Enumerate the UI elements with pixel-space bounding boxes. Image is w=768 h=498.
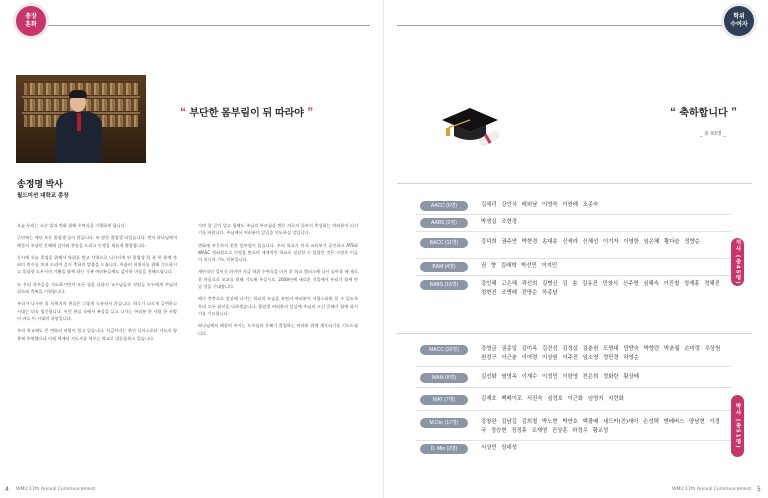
- left-page-footer: WMU 17th Annual Commencement: [16, 487, 96, 492]
- paragraph: 오늘 우리는 소중 업과 변화 위해 수여식을 거행하게 됩니다.: [17, 223, 127, 228]
- degree-label: D. Min (2명): [420, 444, 468, 454]
- group-row: [420, 345, 721, 363]
- group-row: [420, 238, 721, 248]
- list-mid-rule: [397, 333, 752, 334]
- president-name: 송정명 박사: [17, 179, 63, 189]
- paragraph: 우리가 나가야 할 사역지의 현실은 그렇게 녹록하지 않습니다. 하루가 다르게 급변하고 시대는 더욱 엄중합니다. 이런 현실 속에서 복음을 들고 나가는 여러분 한 사람 한 사람이 바로 이 시대의 희망입니다.: [17, 301, 177, 321]
- president-role: 월드미션 대학교 총장: [17, 193, 69, 199]
- graduate-names: 강덕희 권주연 박현경 송대송 신세라 신혜선 이기자 이영한 임은혜 황다슬 정향순: [481, 239, 700, 245]
- message-column-2: [198, 222, 358, 342]
- degree-label: BACC (11명): [420, 238, 468, 248]
- degree-label: MAT (7명): [420, 395, 468, 405]
- row-divider: [416, 410, 731, 411]
- person-tie: [77, 113, 81, 131]
- right-section-badge-label: 학위 수여자: [730, 13, 748, 28]
- group-row: [420, 373, 721, 383]
- degree-label: MACC (20명): [420, 345, 468, 355]
- left-header-rule: [16, 25, 370, 26]
- paragraph: 근년에는 매년 모든 졸업생 들이 많습니다. 또 많은 졸업생 되었습니다. 먼저 하나님께서 베풀어 주셨던 은혜에 감사와 찬양을 드리고 인생을 새롭게 출발합니다.: [17, 235, 177, 248]
- graduate-names: 박생실 조현경: [481, 219, 517, 225]
- graduate-names: 서상민 장대성: [481, 445, 517, 451]
- doctor-degree-tab-label: 박사 (총51명): [734, 403, 741, 449]
- paragraph: 동시에 오늘 졸업을 위해서 학위를 받고 사역으로 나가시게 된 졸업생 한 분 한 분께 축하의 박수를 보내 드리며 깊이 축하의 말씀을 드립니다. 아울러 학위자를 위해 기도하시고 물심양 도우시며 기쁨을 함께 하신 가족 여러분들께도 감사한 마음을 전해드립니다.: [17, 254, 177, 275]
- master-degree-tab: [731, 238, 744, 286]
- row-divider: [416, 214, 731, 215]
- right-quote-title: “ 축하합니다 ”: [670, 105, 737, 119]
- paragraph: 배가 층층으로 성장해 나가는 학교의 모습을 보면서 여러분이 자랑스러워 할 수 있도록 우리 모두 최선을 다하겠습니다. 졸업생 여러분의 앞날에 주님의 크신 은혜가 함께 하시기를 기도합니다.: [198, 296, 358, 316]
- message-column-1: [17, 222, 177, 347]
- graduate-names: 강인혜 고은혜 곽선희 김병신 김 솜 김유진 민창식 신주명 심혜숙 이진철 정재홍 정혜진 정현진 조병래 진명순 하종남: [481, 281, 720, 296]
- left-quote-text: 부단한 몸부림이 뒤 따라야: [189, 108, 304, 119]
- group-row: [420, 395, 721, 405]
- graduate-count-byline: _ 총 93명 _: [700, 131, 726, 137]
- paragraph: 또 우리 학우들을 지도하시면서 모든 힘을 다하신 교수님들과 직원들 모두에게 주님의 위로와 축복을 기원합니다.: [17, 281, 177, 295]
- degree-label: M.Div. (17명): [420, 418, 468, 428]
- paragraph: 우리 학교에도 큰 변화의 바람이 불고 있습니다. 지금까지는 한인 디아스포라 지도자 양육에 주력했으나 이제 세계의 지도자를 세우는 학교로 발돋움하고 있습니다.: [17, 328, 177, 341]
- group-row: [420, 218, 721, 228]
- row-divider: [416, 231, 731, 232]
- right-header-rule: [397, 25, 737, 26]
- degree-label: MAM (8명): [420, 373, 468, 383]
- row-divider: [416, 387, 731, 388]
- degree-label: BABS (16명): [420, 280, 468, 290]
- row-divider: [416, 440, 731, 441]
- page-divider: [383, 0, 384, 498]
- left-section-badge-label: 총장 훈화: [25, 13, 37, 28]
- graduate-names: 김재호 백베이조 서진숙 심정호 이근화 임영지 지련화: [481, 396, 624, 402]
- person-hair: [69, 90, 87, 98]
- right-quote-text: 축하합니다: [679, 108, 728, 119]
- row-divider: [416, 366, 731, 367]
- degree-label: AABS (2명): [420, 218, 468, 228]
- graduate-names: 김선화 염영옥 이재수 이정민 이한영 전은희 정화란 황상배: [481, 374, 639, 380]
- left-page-number: 4: [5, 486, 9, 493]
- row-divider: [416, 275, 731, 276]
- paragraph: 가야 할 길이 멀고 험해도 주님의 부르심을 받은 자로서 끝까지 충성하는 여러분이 되시기를 바랍니다. 주님께서 여러분의 앞길을 인도하실 것입니다.: [198, 223, 358, 236]
- row-divider: [416, 258, 731, 259]
- group-row: [420, 201, 721, 211]
- doctor-degree-tab: [731, 395, 744, 457]
- paragraph: 하나님께서 베풀어 주시는 도우심과 은혜가 졸업하는 여러분 위에 계속되기를 기도드립니다.: [198, 323, 358, 336]
- group-row: [420, 262, 721, 272]
- degree-label: BAM (4명): [420, 262, 468, 272]
- right-page-number: 5: [757, 486, 761, 493]
- list-top-rule: [397, 183, 752, 184]
- graduate-names: 강영금 권종일 김미옥 김진선 김정실 김춘원 도명대 민향숙 박향란 박춘월 손미령 우상원 원정구 이근춘 이여령 이상원 이주진 임소영 정민경 하영순: [481, 346, 721, 361]
- graduation-cap-icon: [440, 100, 502, 150]
- paragraph: 계단적인 일이건 하지만 지금 학위 수여식을 마친 후 학교 캠퍼스에 다시 돌아올 때 새로운 마음으로 모교를 위해 기도해 주십시오. 2008년에 새로운 건물에서 우리가 함께 만날 것을 기대합니다.: [198, 269, 358, 290]
- right-section-badge: [724, 6, 754, 36]
- degree-label: AACC (6명): [420, 201, 468, 211]
- paragraph: 변화에 부응하지 못한 몸부림이 있습니다. 우리 학교가 미국 교육부가 공인하고 ATS와 WASC 정회원으로 인정을 받으며 세계적인 학교로 성장할 수 있었던 것은 수많은 이들의 헌신과 기도 덕분입니다.: [198, 242, 358, 263]
- master-degree-tab-label: 석사 (총45명): [734, 239, 741, 285]
- group-row: [420, 280, 721, 298]
- left-quote-title: “ 부단한 몸부림이 뒤 따라야 ”: [180, 105, 314, 119]
- group-row: [420, 444, 721, 454]
- right-page-footer: WMU 17th Annual Commencement: [672, 487, 752, 492]
- graduate-names: 강창완 김남길 김희철 박노현 박연호 백광배 세드카(진)세아 손성택 앤베버스 양남현 이경국 정승현 정정휴 조재영 진상훈 하정우 황교성: [481, 419, 720, 434]
- graduate-names: 권 향 김래혁 박선민 이지민: [481, 263, 558, 269]
- graduate-names: 김세리 강인식 배외남 이영숙 이원배 조종숙: [481, 202, 599, 208]
- group-row: [420, 418, 721, 436]
- president-photo: [16, 75, 146, 163]
- left-section-badge: [16, 6, 46, 36]
